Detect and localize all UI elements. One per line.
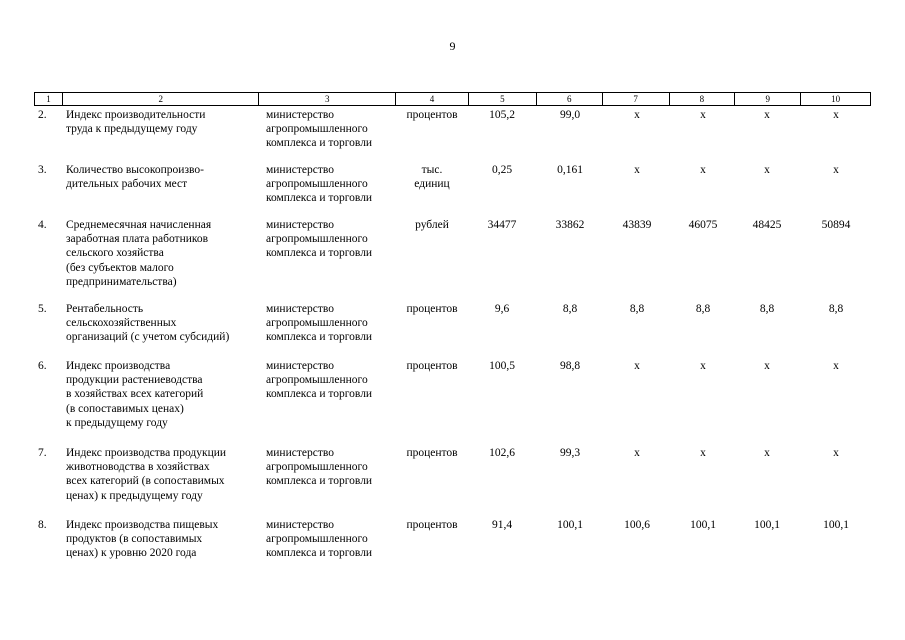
- value-col-6: 98,8: [559, 360, 581, 372]
- value-col-6: 99,0: [559, 109, 581, 121]
- table-header-row: [34, 92, 871, 106]
- value-col-9: 8,8: [759, 303, 775, 315]
- value-col-9: х: [764, 447, 770, 459]
- row-number: 3.: [38, 164, 47, 176]
- value-col-5: 0,25: [491, 164, 513, 176]
- value-col-8: 8,8: [695, 303, 711, 315]
- row-number: 4.: [38, 219, 47, 231]
- value-col-5: 100,5: [489, 360, 515, 372]
- value-col-9: 100,1: [754, 519, 780, 531]
- header-cell-2: 2: [63, 93, 260, 105]
- value-col-5: 102,6: [489, 447, 515, 459]
- responsible-org: министерство агропромышленного комплекса и торговли: [266, 303, 373, 344]
- value-col-8: х: [700, 109, 706, 121]
- header-cell-10: 10: [831, 94, 841, 104]
- unit: процентов: [406, 519, 458, 531]
- header-cell-9: 9: [735, 93, 801, 105]
- value-col-6: 99,3: [559, 447, 581, 459]
- row-number: 2.: [38, 109, 47, 121]
- value-col-5: 34477: [487, 219, 517, 231]
- header-cell-4: 4: [396, 93, 469, 105]
- header-cell-3: 3: [259, 93, 396, 105]
- unit: процентов: [406, 109, 458, 121]
- value-col-8: 46075: [688, 219, 718, 231]
- value-col-10: 8,8: [828, 303, 844, 315]
- unit: рублей: [415, 219, 449, 231]
- value-col-9: х: [764, 109, 770, 121]
- unit: процентов: [406, 360, 458, 372]
- value-col-8: х: [700, 164, 706, 176]
- value-col-8: х: [700, 447, 706, 459]
- value-col-10: 100,1: [823, 519, 849, 531]
- page-number: 9: [449, 39, 456, 53]
- value-col-9: 48425: [752, 219, 782, 231]
- indicator-name: Количество высокопроизво- дительных рабочих мест: [66, 164, 204, 191]
- responsible-org: министерство агропромышленного комплекса и торговли: [266, 109, 373, 150]
- unit: процентов: [406, 447, 458, 459]
- value-col-7: 43839: [622, 219, 652, 231]
- responsible-org: министерство агропромышленного комплекса и торговли: [266, 164, 373, 205]
- row-number: 7.: [38, 447, 47, 459]
- value-col-9: х: [764, 164, 770, 176]
- value-col-10: х: [833, 447, 839, 459]
- value-col-10: 50894: [821, 219, 851, 231]
- row-number: 6.: [38, 360, 47, 372]
- responsible-org: министерство агропромышленного комплекса и торговли: [266, 447, 373, 488]
- header-cell-1: 1: [35, 93, 63, 105]
- header-cell-5: 5: [469, 93, 537, 105]
- value-col-10: х: [833, 164, 839, 176]
- value-col-6: 0,161: [557, 164, 583, 176]
- indicator-name: Индекс производства пищевых продуктов (в сопоставимых ценах) к уровню 2020 года: [66, 519, 219, 560]
- unit: тыс. единиц: [414, 164, 450, 191]
- value-col-10: х: [833, 109, 839, 121]
- value-col-9: х: [764, 360, 770, 372]
- indicator-name: Индекс производства продукции растениеводства в хозяйствах всех категорий (в сопоставимых ценах) к предыдущему году: [66, 360, 204, 429]
- header-cell-8: 8: [670, 93, 736, 105]
- value-col-8: 100,1: [690, 519, 716, 531]
- unit: процентов: [406, 303, 458, 315]
- indicator-name: Индекс производительности труда к предыдущему году: [66, 109, 206, 136]
- value-col-6: 100,1: [557, 519, 583, 531]
- value-col-7: х: [634, 109, 640, 121]
- value-col-6: 33862: [555, 219, 585, 231]
- indicator-name: Рентабельность сельскохозяйственных организаций (с учетом субсидий): [66, 303, 230, 344]
- value-col-10: х: [833, 360, 839, 372]
- value-col-5: 91,4: [491, 519, 513, 531]
- value-col-6: 8,8: [562, 303, 578, 315]
- responsible-org: министерство агропромышленного комплекса и торговли: [266, 219, 373, 260]
- row-number: 8.: [38, 519, 47, 531]
- value-col-7: х: [634, 164, 640, 176]
- value-col-7: 100,6: [624, 519, 650, 531]
- responsible-org: министерство агропромышленного комплекса и торговли: [266, 360, 373, 401]
- indicator-name: Среднемесячная начисленная заработная плата работников сельского хозяйства (без субъектов малого предпринимательства): [66, 219, 212, 288]
- indicator-name: Индекс производства продукции животноводства в хозяйствах всех категорий (в сопоставимых ценах) к предыдущему году: [66, 447, 227, 502]
- header-cell-7: 7: [603, 93, 670, 105]
- row-number: 5.: [38, 303, 47, 315]
- value-col-5: 105,2: [489, 109, 515, 121]
- header-cell-6: 6: [537, 93, 603, 105]
- responsible-org: министерство агропромышленного комплекса и торговли: [266, 519, 373, 560]
- value-col-5: 9,6: [494, 303, 510, 315]
- value-col-7: х: [634, 447, 640, 459]
- value-col-8: х: [700, 360, 706, 372]
- value-col-7: х: [634, 360, 640, 372]
- value-col-7: 8,8: [629, 303, 645, 315]
